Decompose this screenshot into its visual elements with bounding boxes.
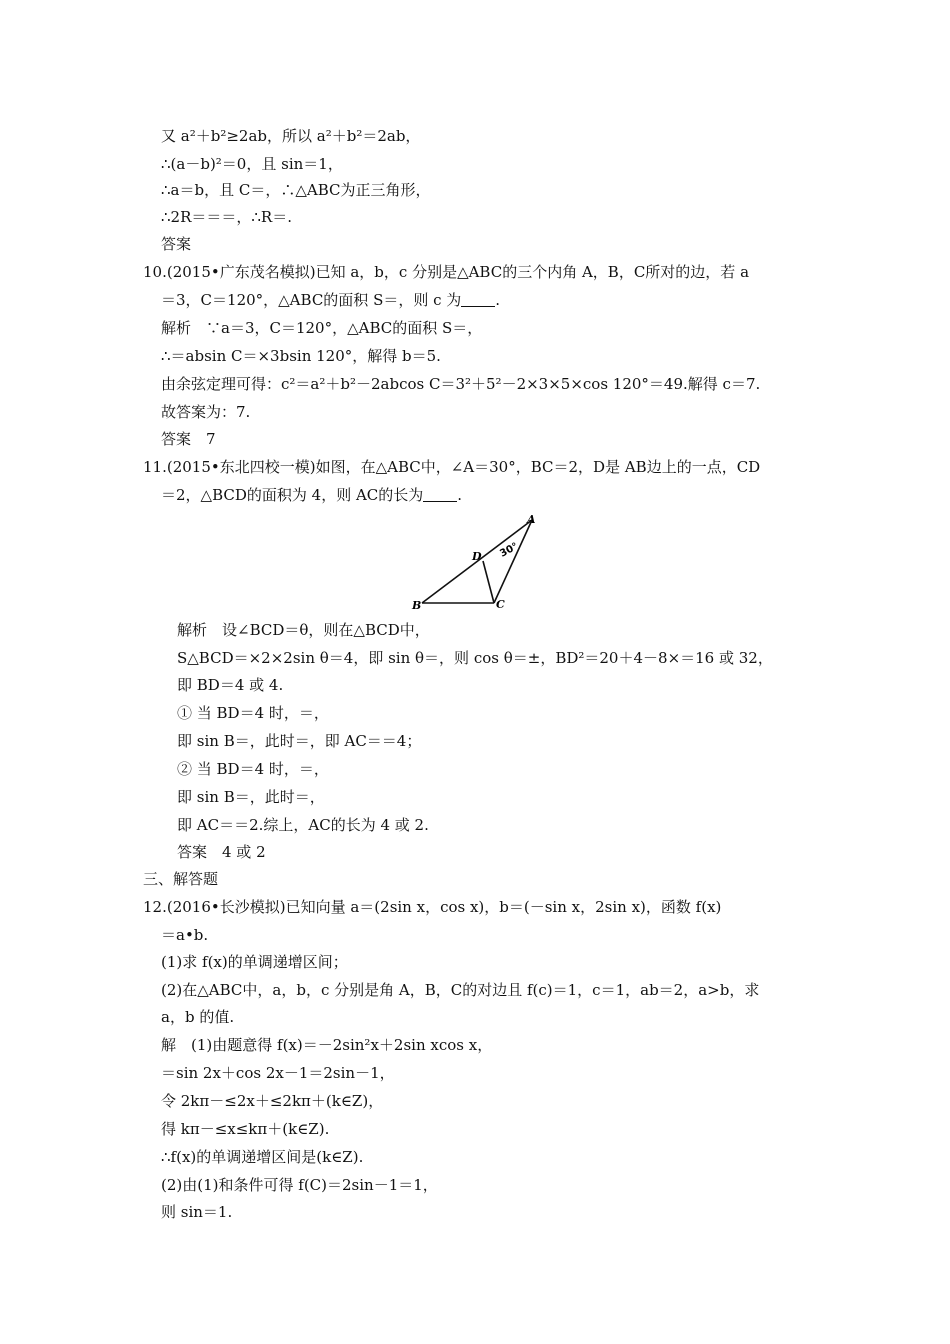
text-line: ∴(a－b)²＝0，且 sin＝1，: [161, 155, 343, 173]
triangle-figure: [410, 508, 545, 613]
text-line: ∴2R＝＝＝，∴R＝.: [161, 208, 292, 226]
question-12-part1: (1)求 f(x)的单调递增区间；: [161, 953, 348, 971]
vertex-d-label: D: [472, 550, 482, 563]
solution-line: ② 当 BD＝4 时，＝，: [177, 760, 329, 778]
solution-line: 即 BD＝4 或 4.: [177, 676, 284, 694]
answer-line: 答案 4 或 2: [177, 843, 266, 861]
question-12-part2: (2)在△ABC中，a，b，c 分别是角 A，B，C的对边且 f(c)＝1，c＝1，ab＝2，a>b，求: [161, 981, 760, 999]
question-11-cont: ＝2，△BCD的面积为 4，则 AC的长为 .: [161, 486, 463, 504]
vertex-b-label: B: [412, 599, 422, 612]
solution-line: 解析 设∠BCD＝θ，则在△BCD中，: [177, 621, 430, 639]
solution-line: ① 当 BD＝4 时，＝，: [177, 704, 329, 722]
text-line: 又 a²＋b²≥2ab，所以 a²＋b²＝2ab，: [161, 127, 421, 145]
solution-line: 解 (1)由题意得 f(x)＝－2sin²x＋2sin xcos x，: [161, 1036, 493, 1054]
solution-line: 解析 ∵a＝3，C＝120°，△ABC的面积 S＝，: [161, 319, 483, 337]
vertex-c-label: C: [496, 598, 505, 611]
answer-line: 答案 7: [161, 430, 216, 448]
answer-label: 答案: [161, 235, 192, 253]
answer-blank: [423, 487, 457, 502]
solution-line: 故答案为：7.: [161, 403, 251, 421]
segment-cd: [483, 561, 494, 603]
question-11: 11.(2015•东北四校一模)如图，在△ABC中，∠A＝30°，BC＝2，D是 AB边上的一点，CD: [143, 458, 761, 476]
solution-line: 即 AC＝＝2.综上，AC的长为 4 或 2.: [177, 816, 429, 834]
solution-line: S△BCD＝×2×2sin θ＝4，即 sin θ＝，则 cos θ＝±，BD²＝20＋4－8×＝16 或 32，: [177, 649, 773, 667]
answer-blank: [461, 292, 495, 307]
solution-line: ∴f(x)的单调递增区间是(k∈Z).: [161, 1148, 364, 1166]
solution-line: ∴＝absin C＝×3bsin 120°，解得 b＝5.: [161, 347, 441, 365]
question-10: 10.(2015•广东茂名模拟)已知 a，b，c 分别是△ABC的三个内角 A，B，C所对的边，若 a: [143, 263, 750, 281]
solution-line: 令 2kπ－≤2x＋≤2kπ＋(k∈Z)，: [161, 1092, 384, 1110]
solution-line: 则 sin＝1.: [161, 1203, 233, 1221]
section-heading: 三、解答题: [143, 870, 219, 888]
question-12: 12.(2016•长沙模拟)已知向量 a＝(2sin x，cos x)，b＝(－sin x，2sin x)，函数 f(x): [143, 898, 722, 916]
side-ac: [494, 520, 532, 603]
question-10-cont: ＝3，C＝120°，△ABC的面积 S＝，则 c 为 .: [161, 291, 501, 309]
question-12-cont: ＝a•b.: [161, 926, 209, 944]
solution-line: 由余弦定理可得：c²＝a²＋b²－2abcos C＝3²＋5²－2×3×5×cos 120°＝49.解得 c＝7.: [161, 375, 761, 393]
solution-line: (2)由(1)和条件可得 f(C)＝2sin－1＝1，: [161, 1176, 438, 1194]
solution-line: 即 sin B＝，此时＝，: [177, 788, 325, 806]
angle-label: 30°: [498, 541, 521, 560]
text-line: ∴a＝b，且 C＝，∴△ABC为正三角形，: [161, 181, 431, 199]
solution-line: ＝sin 2x＋cos 2x－1＝2sin－1，: [161, 1064, 395, 1082]
question-12-part2-cont: a，b 的值.: [161, 1008, 235, 1026]
solution-line: 得 kπ－≤x≤kπ＋(k∈Z).: [161, 1120, 330, 1138]
vertex-a-label: A: [527, 513, 536, 526]
solution-line: 即 sin B＝，此时＝，即 AC＝＝4；: [177, 732, 422, 750]
